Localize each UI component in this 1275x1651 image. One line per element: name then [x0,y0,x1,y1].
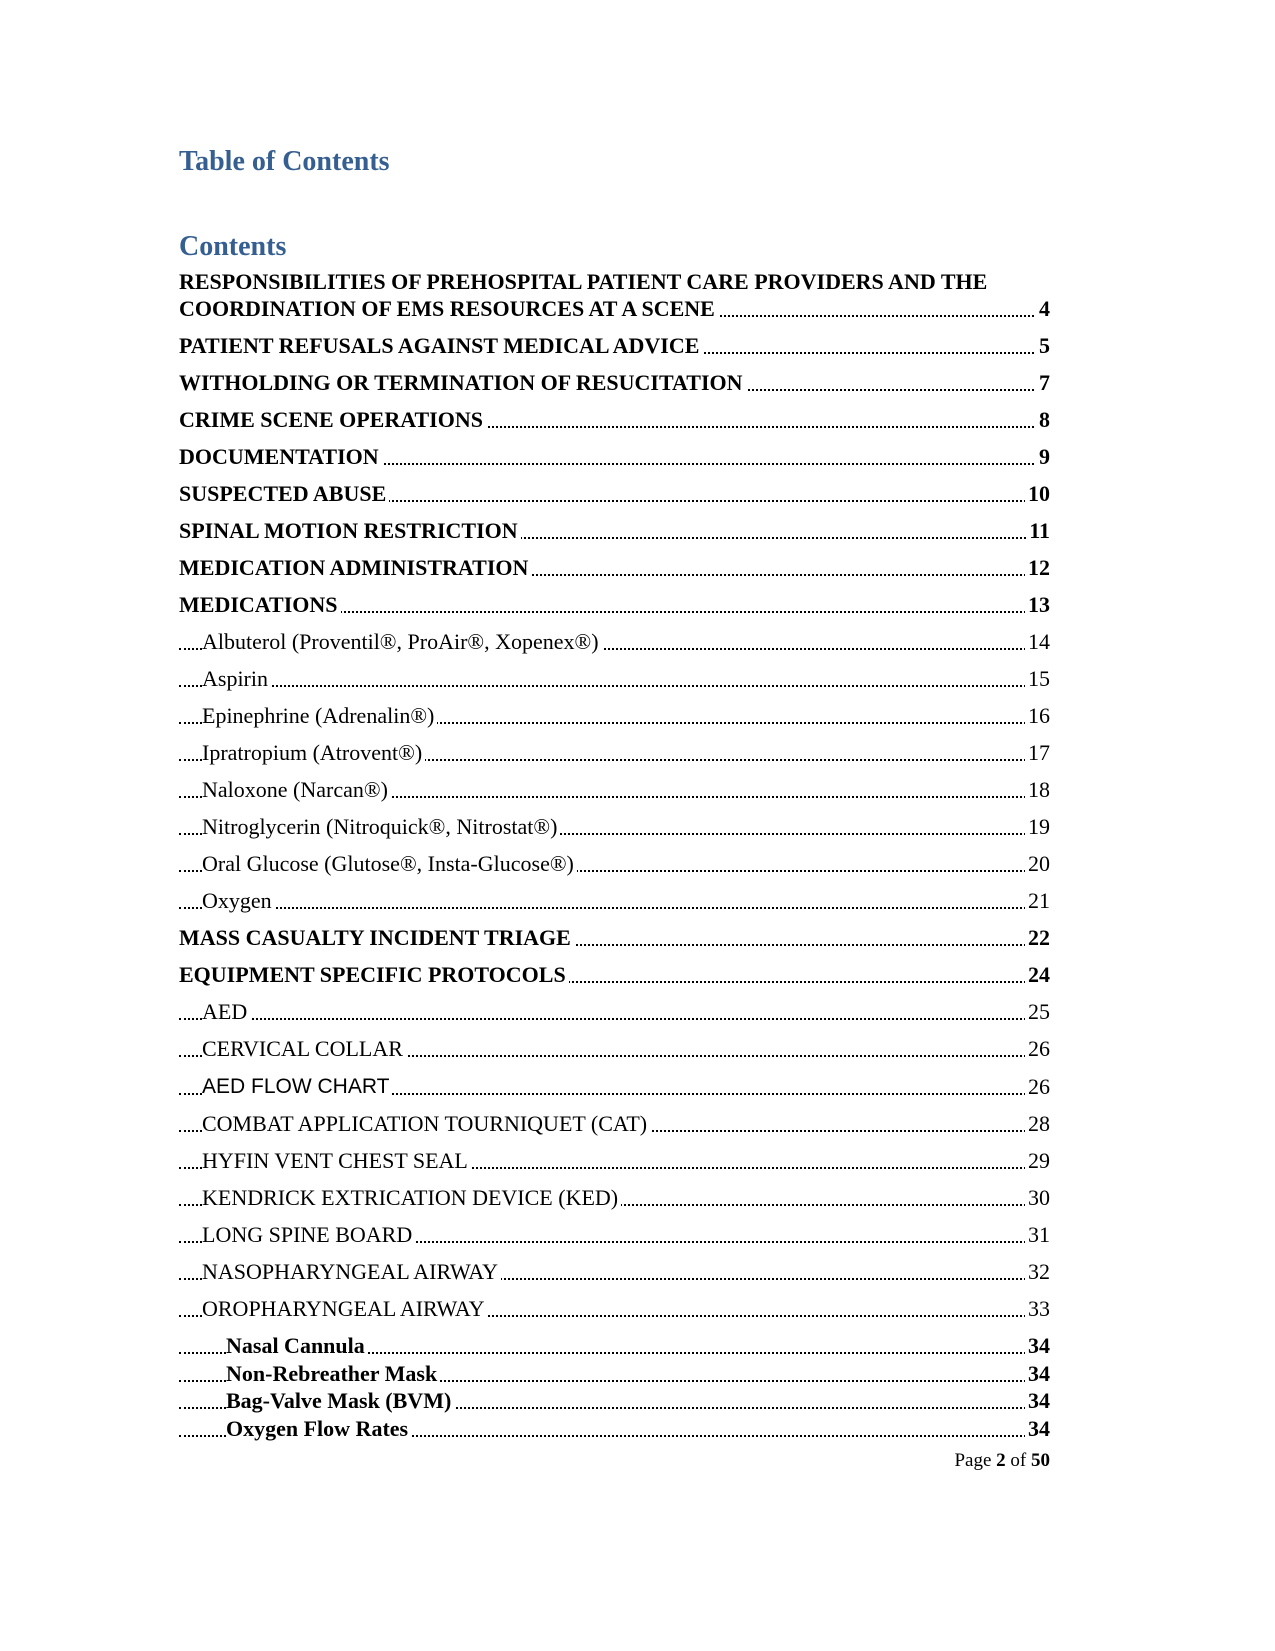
toc-entry-title[interactable]: SPINAL MOTION RESTRICTION [179,518,521,543]
toc-entry-title[interactable]: Bag-Valve Mask (BVM) [226,1388,454,1413]
toc-entry-title[interactable]: CRIME SCENE OPERATIONS [179,407,486,432]
toc-entry-page[interactable]: 32 [1025,1258,1050,1285]
toc-entry[interactable] [179,924,1050,951]
toc-entry[interactable] [179,591,1050,618]
toc-entry[interactable] [179,406,1050,433]
toc-entry-page[interactable]: 21 [1025,887,1050,914]
toc-entry-page[interactable]: 8 [1036,406,1050,433]
toc-entry-page[interactable]: 18 [1025,776,1050,803]
page-footer [954,1450,1050,1472]
toc-entry-title[interactable]: DOCUMENTATION [179,444,382,469]
toc-entry[interactable] [179,850,1050,877]
toc-entry-page[interactable]: 34 [1025,1332,1050,1359]
toc-entry[interactable] [179,554,1050,581]
toc-entry-title[interactable]: AED FLOW CHART [202,1075,392,1098]
toc-entry-page[interactable]: 15 [1025,665,1050,692]
toc-entry-title[interactable]: MASS CASUALTY INCIDENT TRIAGE [179,925,574,950]
toc-entry-page[interactable]: 9 [1036,443,1050,470]
toc-entry[interactable] [179,332,1050,359]
toc-entry-title[interactable]: Naloxone (Narcan®) [202,777,391,802]
toc-entry-title[interactable]: LONG SPINE BOARD [202,1222,415,1247]
toc-entry-title[interactable]: MEDICATIONS [179,592,341,617]
toc-entry[interactable] [179,268,1050,322]
toc-entry[interactable] [179,739,1050,766]
toc-entry[interactable] [179,998,1050,1025]
toc-entry[interactable] [179,1221,1050,1248]
toc-entry-page[interactable]: 13 [1025,591,1050,618]
of-label: of [1010,1450,1027,1471]
toc-entry-page[interactable]: 19 [1025,813,1050,840]
toc-entry[interactable] [179,1258,1050,1285]
toc-entry[interactable] [179,665,1050,692]
toc-entry-page[interactable]: 5 [1036,332,1050,359]
toc-entry-page[interactable]: 31 [1025,1221,1050,1248]
toc-entry-title[interactable]: Oxygen [202,888,275,913]
toc-entry-title[interactable]: AED [202,999,250,1024]
toc-entry[interactable] [179,1072,1050,1100]
toc-entry-page[interactable]: 34 [1025,1360,1050,1387]
page-label: Page [954,1450,992,1471]
toc-entry[interactable] [179,961,1050,988]
toc-entry[interactable] [179,480,1050,507]
dot-leader [179,907,1050,909]
toc-entry[interactable] [179,702,1050,729]
toc-entry-title[interactable]: CERVICAL COLLAR [202,1036,406,1061]
dot-leader [179,1018,1050,1020]
toc-entry-page[interactable]: 33 [1025,1295,1050,1322]
toc-entry-page[interactable]: 30 [1025,1184,1050,1211]
toc-entry[interactable] [179,369,1050,396]
toc-entry[interactable] [179,1387,1050,1414]
toc-entry-page[interactable]: 34 [1025,1387,1050,1414]
toc-entry-page[interactable]: 26 [1025,1035,1050,1062]
toc-entry[interactable] [179,1295,1050,1322]
toc-entry[interactable] [179,1110,1050,1137]
toc-entry-title[interactable]: Nasal Cannula [226,1333,368,1358]
toc-entry-page[interactable]: 17 [1025,739,1050,766]
toc-entry-title[interactable]: HYFIN VENT CHEST SEAL [202,1148,471,1173]
toc-entry[interactable] [179,813,1050,840]
toc-entry-title[interactable]: KENDRICK EXTRICATION DEVICE (KED) [202,1185,621,1210]
toc-entry-page[interactable]: 20 [1025,850,1050,877]
toc-entry[interactable] [179,1147,1050,1174]
toc-entry[interactable] [179,887,1050,914]
toc-entry-page[interactable]: 12 [1025,554,1050,581]
toc-entry-page[interactable]: 24 [1025,961,1050,988]
page-title: Table of Contents [179,146,390,177]
toc-entry-page[interactable]: 11 [1026,517,1050,544]
toc-entry-title[interactable]: Non-Rebreather Mask [226,1361,440,1386]
toc-entry-title[interactable]: Aspirin [202,666,271,691]
toc-entry-page[interactable]: 4 [1036,295,1050,322]
toc-entry-title[interactable]: Albuterol (Proventil®, ProAir®, Xopenex®) [202,629,602,654]
dot-leader [179,685,1050,687]
toc-entry-title[interactable]: MEDICATION ADMINISTRATION [179,555,531,580]
toc-entry-title[interactable]: Oral Glucose (Glutose®, Insta-Glucose®) [202,851,577,876]
toc-entry[interactable] [179,776,1050,803]
toc-entry-page[interactable]: 7 [1036,369,1050,396]
toc-entry[interactable] [179,628,1050,655]
toc-entry-title[interactable]: PATIENT REFUSALS AGAINST MEDICAL ADVICE [179,333,702,358]
toc-entry-page[interactable]: 25 [1025,998,1050,1025]
toc-entry[interactable] [179,517,1050,544]
toc-entry-page[interactable]: 14 [1025,628,1050,655]
toc-entry-page[interactable]: 26 [1025,1073,1050,1100]
toc-entry-page[interactable]: 10 [1025,480,1050,507]
toc-entry[interactable] [179,1415,1050,1442]
toc-entry-page[interactable]: 16 [1025,702,1050,729]
toc-entry[interactable] [179,443,1050,470]
toc-entry-title[interactable]: Nitroglycerin (Nitroquick®, Nitrostat®) [202,814,560,839]
toc-entry-title[interactable]: Epinephrine (Adrenalin®) [202,703,437,728]
total-pages: 50 [1031,1450,1050,1471]
table-of-contents [179,268,1050,1442]
toc-entry-title[interactable]: COMBAT APPLICATION TOURNIQUET (CAT) [202,1111,650,1136]
toc-entry-page[interactable]: 28 [1025,1110,1050,1137]
toc-entry-title[interactable]: OROPHARYNGEAL AIRWAY [202,1296,488,1321]
current-page: 2 [996,1450,1006,1471]
toc-entry-title[interactable]: RESPONSIBILITIES OF PREHOSPITAL PATIENT CARE PROVIDERS AND THE COORDINATION OF EMS RESOURCES AT A SCENE [179,269,988,321]
toc-entry-title[interactable]: NASOPHARYNGEAL AIRWAY [202,1259,501,1284]
toc-entry-page[interactable]: 22 [1025,924,1050,951]
toc-entry-title[interactable]: Ipratropium (Atrovent®) [202,740,425,765]
toc-entry[interactable] [179,1332,1050,1359]
toc-entry[interactable] [179,1184,1050,1211]
toc-entry-page[interactable]: 29 [1025,1147,1050,1174]
toc-entry-title[interactable]: Oxygen Flow Rates [226,1416,411,1441]
toc-entry-title[interactable]: SUSPECTED ABUSE [179,481,389,506]
toc-entry-page[interactable]: 34 [1025,1415,1050,1442]
toc-entry-title[interactable]: WITHOLDING OR TERMINATION OF RESUCITATION [179,370,746,395]
toc-entry[interactable] [179,1035,1050,1062]
toc-entry[interactable] [179,1360,1050,1387]
toc-entry-title[interactable]: EQUIPMENT SPECIFIC PROTOCOLS [179,962,569,987]
contents-heading: Contents [179,231,287,262]
